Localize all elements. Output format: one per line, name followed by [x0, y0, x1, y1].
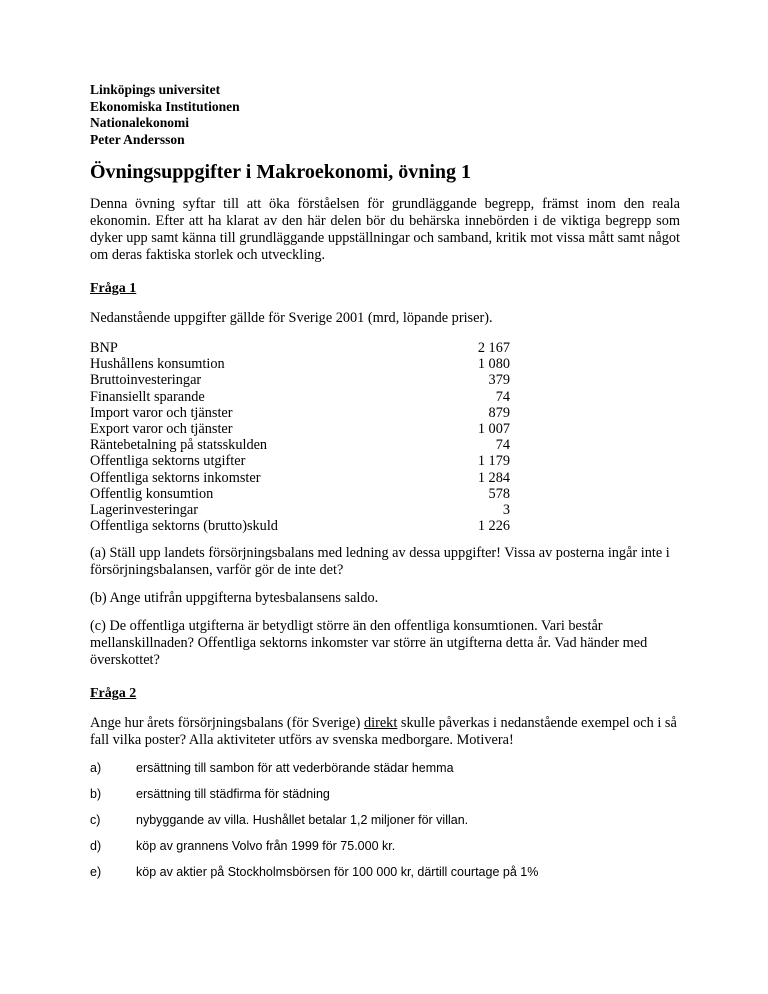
stat-value: 1 007 — [477, 421, 510, 438]
stat-row — [90, 421, 510, 437]
department-name: Ekonomiska Institutionen — [90, 98, 240, 114]
stat-row — [90, 389, 510, 405]
lead-text: Ange hur årets försörjningsbalans (för Sverige) — [90, 715, 364, 732]
stat-value: 578 — [488, 485, 510, 502]
question-2-heading: Fråga 2 — [90, 686, 137, 702]
stat-value: 2 167 — [477, 340, 510, 356]
stat-value: 74 — [495, 437, 510, 454]
item-text: köp av grannens Volvo från 1999 för 75.000 kr. — [136, 839, 396, 854]
stat-row — [90, 470, 510, 486]
stat-label: Räntebetalning på statsskulden — [90, 437, 268, 454]
stat-label: Offentliga sektorns utgifter — [90, 453, 246, 470]
item-letter: c) — [90, 813, 101, 828]
item-text: ersättning till sambon för att vederbörande städar hemma — [136, 761, 454, 776]
stat-value: 379 — [488, 372, 510, 389]
question-1c: (c) De offentliga utgifterna är betydligt större än den offentliga konsumtionen. Vari består mellanskillnaden? Offentliga sektorns inkomster var större än utgifterna detta år. Vad händer med överskottet? — [90, 618, 648, 669]
list-item — [90, 864, 680, 881]
item-text: köp av aktier på Stockholmsbörsen för 100 000 kr, därtill courtage på 1% — [136, 865, 539, 880]
stat-value: 879 — [488, 404, 510, 421]
item-letter: e) — [90, 865, 102, 880]
stat-row — [90, 518, 510, 534]
stat-row — [90, 405, 510, 421]
stat-label: Finansiellt sparande — [90, 388, 205, 405]
stat-row — [90, 486, 510, 502]
stat-label: Offentliga sektorns (brutto)skuld — [90, 518, 278, 535]
intro-paragraph: Denna övning syftar till att öka förståelsen för grundläggande begrepp, främst inom den reala ekonomin. Efter att ha klarat av den här delen bör du behärska innebörden i de viktiga begrepp som dyker upp samt känna till grundläggande uppställningar och samband, kritik mot vissa mått samt något om deras faktiska storlek och utveckling. — [90, 196, 680, 263]
stat-value: 3 — [502, 502, 510, 519]
item-letter: b) — [90, 787, 102, 802]
question-1-heading: Fråga 1 — [90, 281, 137, 296]
lead-text: skulle påverkas i nedanstående exempel och i så fall vilka poster? Alla aktiviteter utförs av svenska medborgare. Motivera! — [90, 715, 677, 749]
institution-header — [90, 82, 680, 148]
question-1-lead: Nedanstående uppgifter gällde för Sverige 2001 (mrd, löpande priser). — [90, 310, 493, 326]
list-item — [90, 760, 680, 777]
stat-value: 74 — [495, 388, 510, 405]
item-letter: a) — [90, 761, 102, 776]
stat-label: Offentlig konsumtion — [90, 485, 214, 502]
question-1a: (a) Ställ upp landets försörjningsbalans med ledning av dessa uppgifter! Vissa av posterna ingår inte i försörjningsbalansen, varför gör de inte det? — [90, 545, 670, 579]
stat-value: 1 179 — [477, 453, 510, 470]
list-item — [90, 838, 680, 855]
stat-value: 1 284 — [477, 469, 510, 486]
stat-label: Bruttoinvesteringar — [90, 372, 202, 389]
document-title: Övningsuppgifter i Makroekonomi, övning 1 — [90, 161, 471, 183]
stat-label: BNP — [90, 340, 118, 356]
stat-label: Hushållens konsumtion — [90, 356, 225, 373]
question-2-lead — [90, 715, 680, 749]
stat-value: 1 080 — [477, 356, 510, 373]
statistics-table — [90, 340, 510, 534]
item-text: ersättning till städfirma för städning — [136, 787, 330, 802]
stat-label: Offentliga sektorns inkomster — [90, 469, 261, 486]
author-name: Peter Andersson — [90, 131, 185, 147]
item-letter: d) — [90, 839, 102, 854]
stat-row — [90, 437, 510, 453]
question-1b: (b) Ange utifrån uppgifterna bytesbalansens saldo. — [90, 590, 379, 607]
university-name: Linköpings universitet — [90, 82, 221, 97]
stat-label: Lagerinvesteringar — [90, 502, 198, 519]
list-item — [90, 812, 680, 829]
list-item — [90, 786, 680, 803]
stat-row — [90, 453, 510, 469]
lead-emphasis: direkt — [363, 715, 398, 732]
item-text: nybyggande av villa. Hushållet betalar 1,2 miljoner för villan. — [136, 813, 469, 828]
subject-name: Nationalekonomi — [90, 115, 190, 130]
document-page — [90, 82, 680, 890]
question-2-list — [90, 760, 680, 881]
stat-label: Import varor och tjänster — [90, 404, 233, 421]
stat-value: 1 226 — [477, 518, 510, 535]
stat-row — [90, 340, 510, 356]
stat-row — [90, 356, 510, 372]
stat-label: Export varor och tjänster — [90, 421, 233, 438]
stat-row — [90, 372, 510, 388]
stat-row — [90, 502, 510, 518]
